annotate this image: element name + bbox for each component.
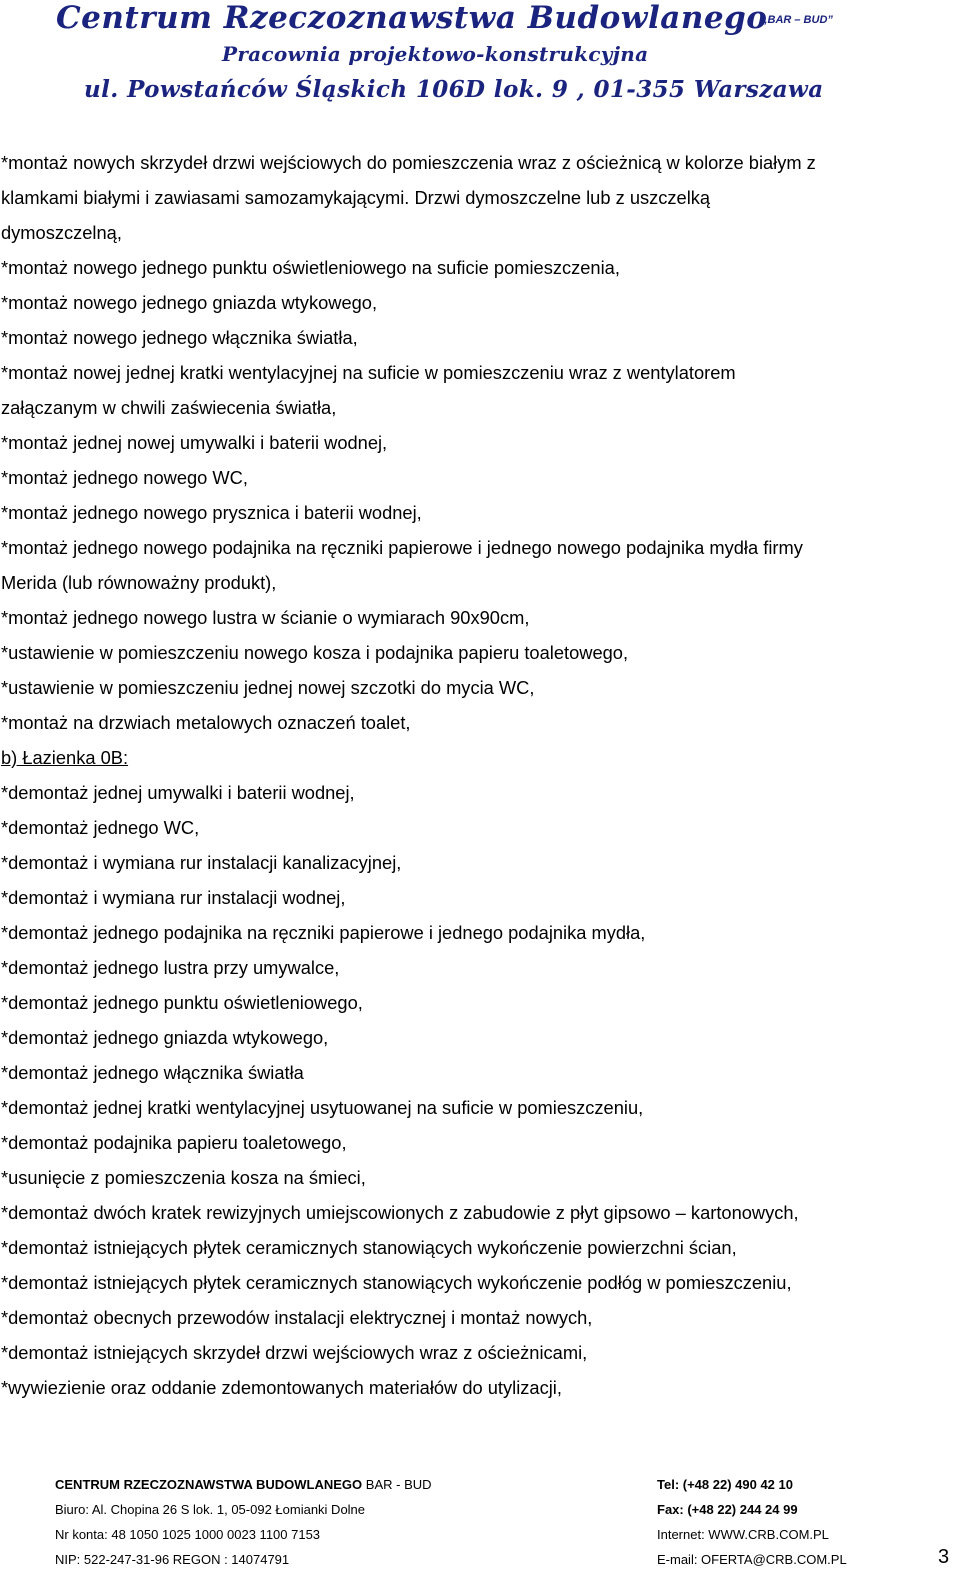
body-line: *demontaż podajnika papieru toaletowego, bbox=[1, 1132, 347, 1153]
body-line: *montaż jednego nowego podajnika na ręczniki papierowe i jednego nowego podajnika mydła firmy bbox=[1, 537, 803, 558]
body-line: *montaż nowej jednej kratki wentylacyjnej na suficie w pomieszczeniu wraz z wentylatorem bbox=[1, 362, 736, 383]
company-address: ul. Powstańców Śląskich 106D lok. 9 , 01-355 Warszawa bbox=[84, 76, 824, 103]
body-line: *demontaż istniejących płytek ceramicznych stanowiących wykończenie podłóg w pomieszczeniu, bbox=[1, 1272, 792, 1293]
body-line: *demontaż jednego lustra przy umywalce, bbox=[1, 957, 340, 978]
footer-company-line bbox=[55, 1472, 432, 1497]
body-line: *demontaż dwóch kratek rewizyjnych umiejscowionych z zabudowie z płyt gipsowo – kartonowych, bbox=[1, 1202, 799, 1223]
document-body bbox=[0, 145, 958, 1405]
company-subtitle: Pracownia projektowo-konstrukcyjna bbox=[222, 42, 649, 66]
page-footer bbox=[0, 1472, 960, 1579]
body-line: *demontaż jednej umywalki i baterii wodnej, bbox=[1, 782, 355, 803]
body-line: *demontaż i wymiana rur instalacji wodnej, bbox=[1, 887, 346, 908]
body-line: *montaż na drzwiach metalowych oznaczeń toalet, bbox=[1, 712, 411, 733]
footer-website[interactable]: Internet: WWW.CRB.COM.PL bbox=[657, 1527, 829, 1542]
footer-tax-ids: NIP: 522-247-31-96 REGON : 14074791 bbox=[55, 1552, 290, 1567]
footer-company-suffix: BAR - BUD bbox=[362, 1477, 432, 1492]
body-line: *demontaż obecnych przewodów instalacji elektrycznej i montaż nowych, bbox=[1, 1307, 593, 1328]
body-line: *montaż jednego nowego lustra w ścianie o wymiarach 90x90cm, bbox=[1, 607, 530, 628]
footer-company-name: CENTRUM RZECZOZNAWSTWA BUDOWLANEGO bbox=[55, 1477, 363, 1492]
body-line: *montaż jednego nowego WC, bbox=[1, 467, 248, 488]
body-line: Merida (lub równoważny produkt), bbox=[1, 572, 277, 593]
body-line: *demontaż jednego podajnika na ręczniki papierowe i jednego podajnika mydła, bbox=[1, 922, 646, 943]
body-line: *usunięcie z pomieszczenia kosza na śmieci, bbox=[1, 1167, 366, 1188]
footer-phone: Tel: (+48 22) 490 42 10 bbox=[657, 1477, 793, 1492]
body-line: załączanym w chwili zaświecenia światła, bbox=[1, 397, 337, 418]
footer-office-address: Biuro: Al. Chopina 26 S lok. 1, 05-092 Łomianki Dolne bbox=[55, 1502, 366, 1517]
page-number: 3 bbox=[938, 1546, 950, 1568]
body-line: *demontaż jednego WC, bbox=[1, 817, 200, 838]
body-line: *demontaż jednego gniazda wtykowego, bbox=[1, 1027, 329, 1048]
body-line: *demontaż jednego włącznika światła bbox=[1, 1062, 304, 1083]
body-line: *montaż nowego jednego włącznika światła, bbox=[1, 327, 358, 348]
body-line: *montaż jednej nowej umywalki i baterii wodnej, bbox=[1, 432, 388, 453]
body-line: *demontaż istniejących płytek ceramicznych stanowiących wykończenie powierzchni ścian, bbox=[1, 1237, 737, 1258]
body-line: *demontaż i wymiana rur instalacji kanalizacyjnej, bbox=[1, 852, 402, 873]
body-line: dymoszczelną, bbox=[1, 222, 122, 243]
body-line: *demontaż jednego punktu oświetleniowego, bbox=[1, 992, 363, 1013]
footer-email[interactable]: E-mail: OFERTA@CRB.COM.PL bbox=[657, 1552, 847, 1567]
footer-fax: Fax: (+48 22) 244 24 99 bbox=[657, 1502, 798, 1517]
body-line: *montaż nowych skrzydeł drzwi wejściowych do pomieszczenia wraz z ościeżnicą w kolorze białym z bbox=[1, 152, 816, 173]
body-line: *montaż jednego nowego prysznica i baterii wodnej, bbox=[1, 502, 422, 523]
body-line: *montaż nowego jednego gniazda wtykowego, bbox=[1, 292, 378, 313]
body-line: klamkami białymi i zawiasami samozamykającymi. Drzwi dymoszczelne lub z uszczelką bbox=[1, 187, 711, 208]
footer-bank-account: Nr konta: 48 1050 1025 1000 0023 1100 7153 bbox=[55, 1527, 321, 1542]
footer-contact-info bbox=[657, 1472, 847, 1572]
body-line: *demontaż jednej kratki wentylacyjnej usytuowanej na suficie w pomieszczeniu, bbox=[1, 1097, 644, 1118]
company-title: Centrum Rzeczoznawstwa Budowlanego bbox=[56, 0, 768, 36]
body-line: *montaż nowego jednego punktu oświetleniowego na suficie pomieszczenia, bbox=[1, 257, 620, 278]
section-heading: b) Łazienka 0B: bbox=[1, 747, 129, 768]
body-line: *demontaż istniejących skrzydeł drzwi wejściowych wraz z ościeżnicami, bbox=[1, 1342, 588, 1363]
body-line: *wywiezienie oraz oddanie zdemontowanych materiałów do utylizacji, bbox=[1, 1377, 562, 1398]
body-line: *ustawienie w pomieszczeniu jednej nowej szczotki do mycia WC, bbox=[1, 677, 535, 698]
body-line: *ustawienie w pomieszczeniu nowego kosza i podajnika papieru toaletowego, bbox=[1, 642, 629, 663]
letterhead bbox=[0, 0, 960, 110]
company-brand: „BAR – BUD” bbox=[762, 14, 833, 26]
footer-company-info bbox=[55, 1472, 432, 1572]
